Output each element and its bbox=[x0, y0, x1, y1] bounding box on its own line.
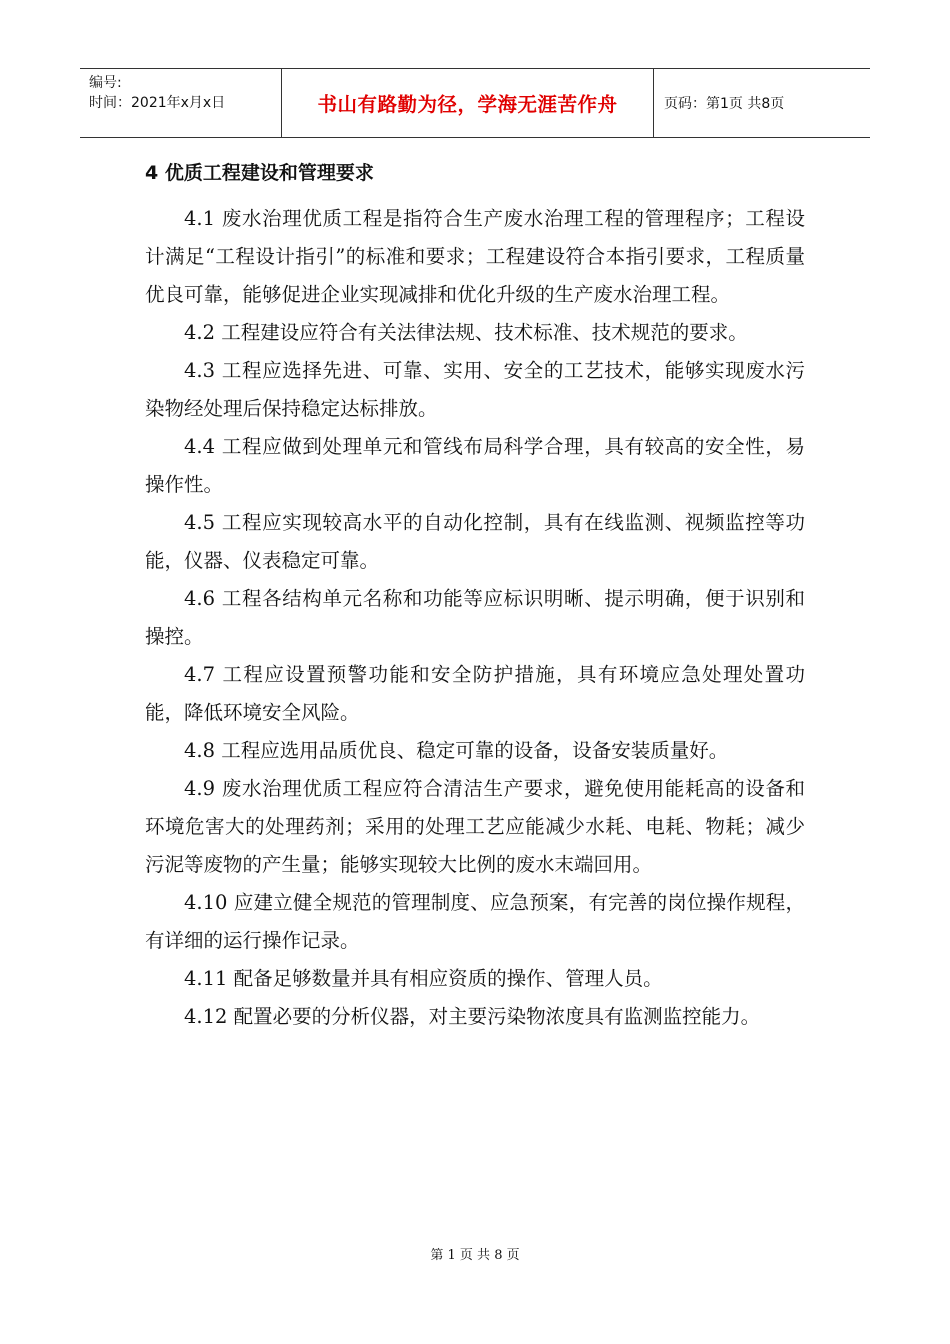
document-body bbox=[145, 200, 805, 1036]
header-page-info: 页码：第1页 共8页 bbox=[664, 96, 785, 112]
header-meta bbox=[80, 69, 282, 137]
section-title: 4 优质工程建设和管理要求 bbox=[145, 162, 374, 184]
paragraph-4-7: 4.7 工程应设置预警功能和安全防护措施，具有环境应急处理处置功能，降低环境安全风险。 bbox=[145, 663, 805, 724]
paragraph-4-8: 4.8 工程应选用品质优良、稳定可靠的设备，设备安装质量好。 bbox=[184, 739, 729, 762]
paragraph-4-12: 4.12 配置必要的分析仪器，对主要污染物浓度具有监测监控能力。 bbox=[184, 1005, 761, 1028]
header-motto: 书山有路勤为径，学海无涯苦作舟 bbox=[282, 69, 654, 137]
paragraph-4-4: 4.4 工程应做到处理单元和管线布局科学合理，具有较高的安全性，易操作性。 bbox=[145, 435, 805, 496]
paragraph-4-1: 4.1 废水治理优质工程是指符合生产废水治理工程的管理程序；工程设计满足“工程设计指引”的标准和要求；工程建设符合本指引要求，工程质量优良可靠，能够促进企业实现减排和优化升级的生产废水治理工程。 bbox=[145, 207, 805, 306]
paragraph-4-9: 4.9 废水治理优质工程应符合清洁生产要求，避免使用能耗高的设备和环境危害大的处理药剂；采用的处理工艺应能减少水耗、电耗、物耗；减少污泥等废物的产生量；能够实现较大比例的废水末端回用。 bbox=[145, 777, 805, 876]
document-time-label: 时间：2021年x月x日 bbox=[89, 95, 226, 111]
paragraph-4-10: 4.10 应建立健全规范的管理制度、应急预案，有完善的岗位操作规程，有详细的运行操作记录。 bbox=[145, 891, 805, 952]
paragraph-4-2: 4.2 工程建设应符合有关法律法规、技术标准、技术规范的要求。 bbox=[184, 321, 748, 344]
paragraph-4-3: 4.3 工程应选择先进、可靠、实用、安全的工艺技术，能够实现废水污染物经处理后保持稳定达标排放。 bbox=[145, 359, 805, 420]
paragraph-4-11: 4.11 配备足够数量并具有相应资质的操作、管理人员。 bbox=[184, 967, 663, 990]
page-header bbox=[80, 68, 870, 138]
document-number-label: 编号: bbox=[89, 75, 122, 91]
paragraph-4-5: 4.5 工程应实现较高水平的自动化控制，具有在线监测、视频监控等功能，仪器、仪表稳定可靠。 bbox=[145, 511, 805, 572]
paragraph-4-6: 4.6 工程各结构单元名称和功能等应标识明晰、提示明确，便于识别和操控。 bbox=[145, 587, 805, 648]
page-footer: 第 1 页 共 8 页 bbox=[430, 1248, 520, 1263]
